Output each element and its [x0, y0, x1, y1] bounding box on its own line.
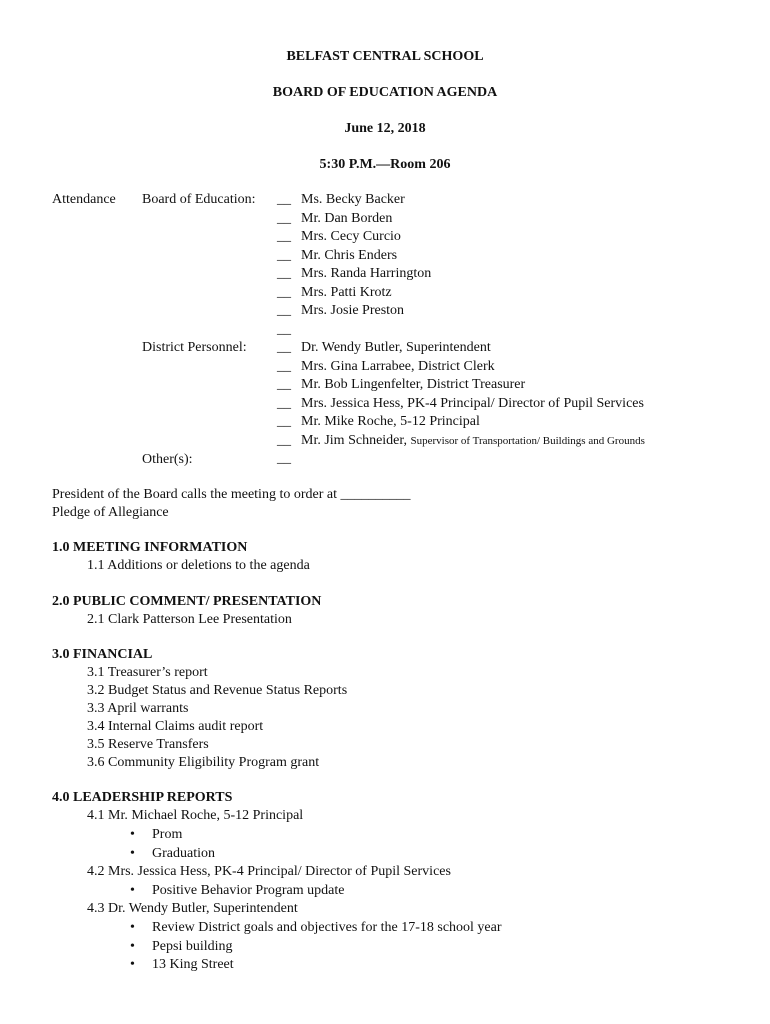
roster-row: __ Dr. Wendy Butler, Superintendent	[277, 340, 491, 355]
member-name: Mr. Chris Enders	[301, 247, 398, 263]
roster-row: __ Mrs. Cecy Curcio	[277, 229, 401, 244]
board-label: Board of Education:	[142, 192, 256, 207]
member-name: Mrs. Randa Harrington	[301, 266, 432, 281]
bullet-item: • Positive Behavior Program update	[130, 882, 344, 901]
bullet-item: • Prom	[130, 826, 215, 845]
agenda-item: 3.6 Community Eligibility Program grant	[87, 755, 320, 770]
roster-row: __ Mr. Mike Roche, 5-12 Principal	[277, 414, 480, 429]
personnel-label: District Personnel:	[142, 340, 247, 355]
roster-row: __ Mrs. Randa Harrington	[277, 266, 432, 281]
report-item: 4.3 Dr. Wendy Butler, Superintendent	[87, 901, 298, 916]
pledge: Pledge of Allegiance	[52, 505, 169, 520]
roster-row: __ Mrs. Jessica Hess, PK-4 Principal/ Director of Pupil Services	[277, 395, 644, 411]
roster-row: __	[277, 451, 291, 466]
personnel-name: Mr. Mike Roche, 5-12 Principal	[301, 414, 480, 429]
agenda-title: BOARD OF EDUCATION AGENDA	[272, 85, 498, 100]
section-heading: 1.0 MEETING INFORMATION	[52, 540, 248, 555]
meeting-date: June 12, 2018	[344, 121, 426, 136]
personnel-name: Mrs. Gina Larrabee, District Clerk	[301, 358, 495, 374]
others-label: Other(s):	[142, 452, 193, 467]
roster-row: __ Mr. Bob Lingenfelter, District Treasurer	[277, 377, 526, 392]
agenda-item: 2.1 Clark Patterson Lee Presentation	[87, 612, 292, 627]
call-to-order: President of the Board calls the meeting to order at __________	[52, 487, 411, 502]
agenda-item: 3.3 April warrants	[87, 701, 189, 716]
agenda-item: 3.2 Budget Status and Revenue Status Reports	[87, 683, 348, 698]
roster-row: __ Mr. Jim Schneider, Supervisor of Transportation/ Buildings and Grounds	[277, 432, 645, 448]
personnel-roster	[277, 339, 645, 469]
bullet-item: • Review District goals and objectives for the 17-18 school year	[130, 919, 502, 938]
report-bullets	[130, 826, 215, 863]
agenda-item: 1.1 Additions or deletions to the agenda	[87, 558, 310, 573]
school-name: BELFAST CENTRAL SCHOOL	[286, 49, 484, 64]
report-bullets	[130, 882, 344, 901]
personnel-name: Mrs. Jessica Hess, PK-4 Principal/ Director of Pupil Services	[301, 395, 644, 411]
section-heading: 3.0 FINANCIAL	[52, 647, 153, 662]
member-name: Mrs. Cecy Curcio	[301, 229, 401, 244]
roster-row: __ Mr. Chris Enders	[277, 247, 398, 263]
personnel-name: Mr. Bob Lingenfelter, District Treasurer	[301, 377, 526, 392]
roster-row: __ Mrs. Gina Larrabee, District Clerk	[277, 358, 495, 374]
board-roster	[277, 191, 431, 339]
roster-row: __ Mrs. Josie Preston	[277, 303, 405, 318]
agenda-item: 3.1 Treasurer’s report	[87, 665, 208, 680]
member-name: Mrs. Patti Krotz	[301, 284, 392, 300]
personnel-role: Supervisor of Transportation/ Buildings and Grounds	[410, 434, 645, 447]
roster-row: __ Mr. Dan Borden	[277, 210, 393, 226]
member-name: Mrs. Josie Preston	[301, 303, 405, 318]
personnel-name: Dr. Wendy Butler, Superintendent	[301, 340, 491, 355]
meeting-time-room: 5:30 P.M.—Room 206	[319, 157, 451, 172]
report-bullets	[130, 919, 502, 975]
section-heading: 4.0 LEADERSHIP REPORTS	[52, 790, 233, 805]
member-name: Ms. Becky Backer	[301, 192, 405, 207]
member-name: Mr. Dan Borden	[301, 210, 393, 226]
report-item: 4.2 Mrs. Jessica Hess, PK-4 Principal/ Director of Pupil Services	[87, 864, 451, 879]
bullet-item: • 13 King Street	[130, 956, 502, 975]
bullet-item: • Pepsi building	[130, 938, 502, 957]
personnel-name: Mr. Jim Schneider,	[301, 432, 407, 448]
report-item: 4.1 Mr. Michael Roche, 5-12 Principal	[87, 808, 304, 823]
attendance-label: Attendance	[52, 192, 116, 207]
section-heading: 2.0 PUBLIC COMMENT/ PRESENTATION	[52, 594, 322, 609]
roster-row: __ Ms. Becky Backer	[277, 192, 405, 207]
agenda-item: 3.5 Reserve Transfers	[87, 737, 209, 752]
agenda-item: 3.4 Internal Claims audit report	[87, 719, 264, 734]
bullet-item: • Graduation	[130, 845, 215, 864]
roster-row: __	[277, 321, 291, 337]
roster-row: __ Mrs. Patti Krotz	[277, 284, 392, 300]
